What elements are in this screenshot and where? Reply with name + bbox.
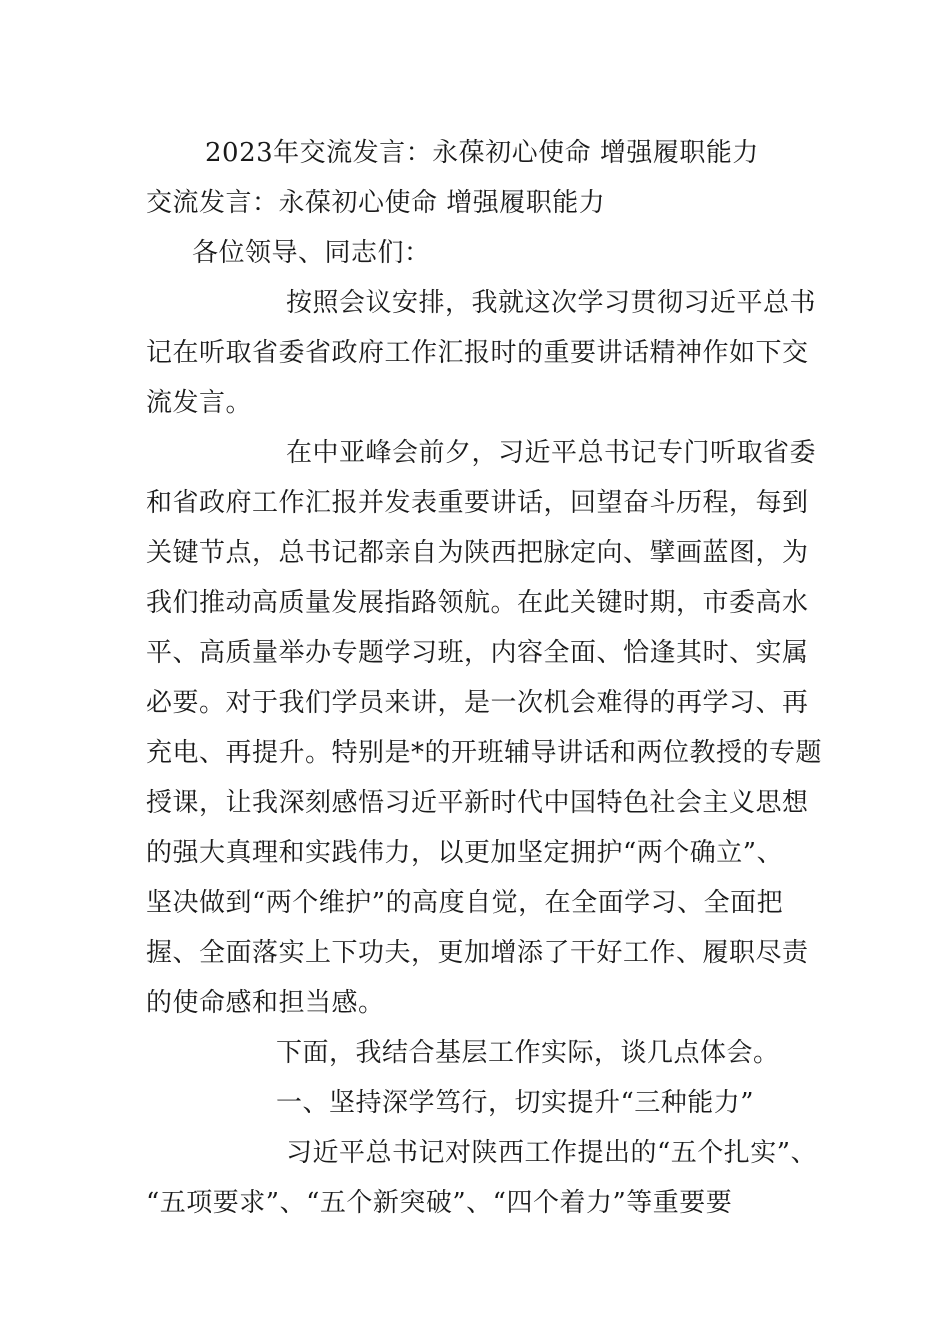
- paragraph-line: 必要。对于我们学员来讲，是一次机会难得的再学习、再: [146, 688, 809, 718]
- paragraph-line: 的强大真理和实践伟力，以更加坚定拥护“两个确立”、: [146, 838, 784, 868]
- paragraph-line: 我们推动高质量发展指路领航。在此关键时期，市委高水: [146, 588, 809, 618]
- paragraph-line: 和省政府工作汇报并发表重要讲话，回望奋斗历程，每到: [146, 488, 809, 518]
- paragraph-line: 流发言。: [146, 388, 253, 418]
- section-heading-line: 一、坚持深学笃行，切实提升“三种能力”: [276, 1088, 755, 1118]
- paragraph-line: 关键节点，总书记都亲自为陕西把脉定向、擘画蓝图，为: [146, 538, 809, 568]
- paragraph-line: 握、全面落实上下功夫，更加增添了干好工作、履职尽责: [146, 938, 809, 968]
- paragraph-line: “五项要求”、“五个新突破”、“四个着力”等重要要: [146, 1188, 733, 1218]
- paragraph-line: 在中亚峰会前夕，习近平总书记专门听取省委: [286, 438, 817, 468]
- salutation: 各位领导、同志们：: [192, 238, 431, 268]
- paragraph-line: 坚决做到“两个维护”的高度自觉，在全面学习、全面把: [146, 888, 784, 918]
- paragraph-line: 平、高质量举办专题学习班，内容全面、恰逢其时、实属: [146, 638, 809, 668]
- paragraph-line: 按照会议安排，我就这次学习贯彻习近平总书: [286, 288, 817, 318]
- paragraph-line: 的使命感和担当感。: [146, 988, 385, 1018]
- paragraph-line: 下面，我结合基层工作实际，谈几点体会。: [276, 1038, 780, 1068]
- document-title: 2023年交流发言：永葆初心使命 增强履职能力: [205, 138, 759, 168]
- paragraph-line: 记在听取省委省政府工作汇报时的重要讲话精神作如下交: [146, 338, 809, 368]
- document-subtitle: 交流发言：永葆初心使命 增强履职能力: [146, 188, 606, 218]
- paragraph-line: 授课，让我深刻感悟习近平新时代中国特色社会主义思想: [146, 788, 809, 818]
- paragraph-line: 充电、再提升。特别是*的开班辅导讲话和两位教授的专题: [146, 738, 823, 768]
- paragraph-line: 习近平总书记对陕西工作提出的“五个扎实”、: [286, 1138, 818, 1168]
